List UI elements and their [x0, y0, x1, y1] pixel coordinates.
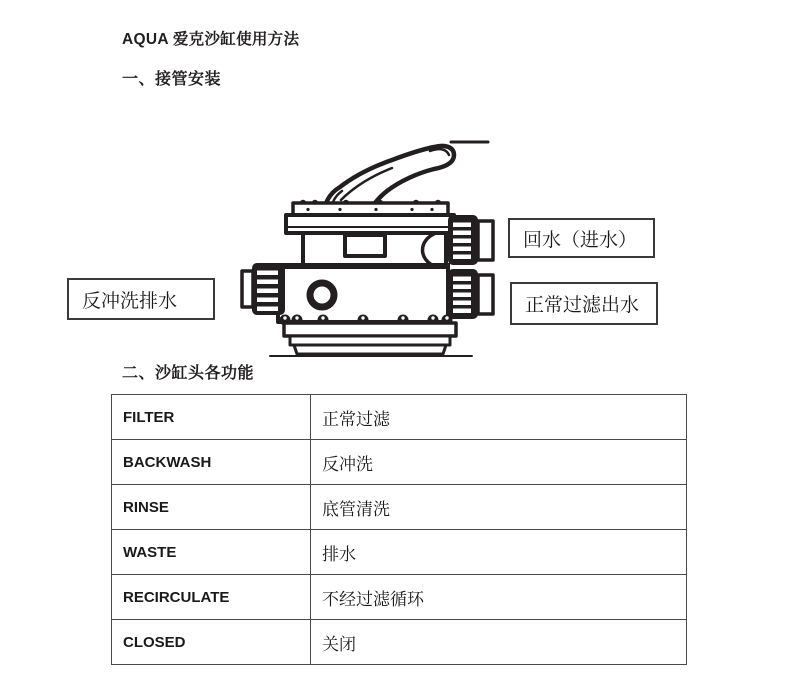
mode-cell: RECIRCULATE — [112, 575, 311, 620]
table-row — [112, 440, 687, 485]
valve-mid-band — [276, 263, 450, 269]
table-row — [112, 620, 687, 665]
table-row — [112, 575, 687, 620]
description-cell: 不经过滤循环 — [311, 575, 687, 620]
valve-drain-hole — [310, 283, 334, 307]
multiport-valve-diagram — [240, 132, 500, 362]
description-cell: 反冲洗 — [311, 440, 687, 485]
valve-functions-table — [111, 394, 687, 665]
table-row — [112, 395, 687, 440]
description-cell: 关闭 — [311, 620, 687, 665]
valve-base — [270, 336, 472, 356]
page-title: AQUA 爱克沙缸使用方法 — [122, 31, 300, 48]
valve-upper-body — [303, 233, 446, 267]
mode-cell: WASTE — [112, 530, 311, 575]
mode-cell: RINSE — [112, 485, 311, 530]
label-return-inlet — [508, 218, 655, 258]
description-cell: 底管清洗 — [311, 485, 687, 530]
label-filtered-outlet-text: 正常过滤出水 — [525, 295, 640, 316]
valve-lower-body — [278, 267, 448, 322]
label-backwash-drain — [67, 278, 215, 320]
label-return-inlet-text: 回水（进水） — [523, 229, 638, 251]
right-upper-port-union — [448, 215, 493, 265]
right-lower-port-union — [448, 269, 493, 319]
table-row — [112, 530, 687, 575]
section1-heading: 一、接管安装 — [122, 71, 222, 88]
section2-heading: 二、沙缸头各功能 — [122, 365, 255, 382]
label-filtered-outlet — [510, 282, 658, 325]
valve-window — [345, 235, 385, 256]
mode-cell: FILTER — [112, 395, 311, 440]
label-backwash-drain-text: 反冲洗排水 — [82, 290, 178, 312]
mode-cell: CLOSED — [112, 620, 311, 665]
description-cell: 排水 — [311, 530, 687, 575]
left-port-union — [242, 263, 285, 315]
mode-cell: BACKWASH — [112, 440, 311, 485]
valve-top-cover — [286, 200, 454, 233]
table-row — [112, 485, 687, 530]
description-cell: 正常过滤 — [311, 395, 687, 440]
